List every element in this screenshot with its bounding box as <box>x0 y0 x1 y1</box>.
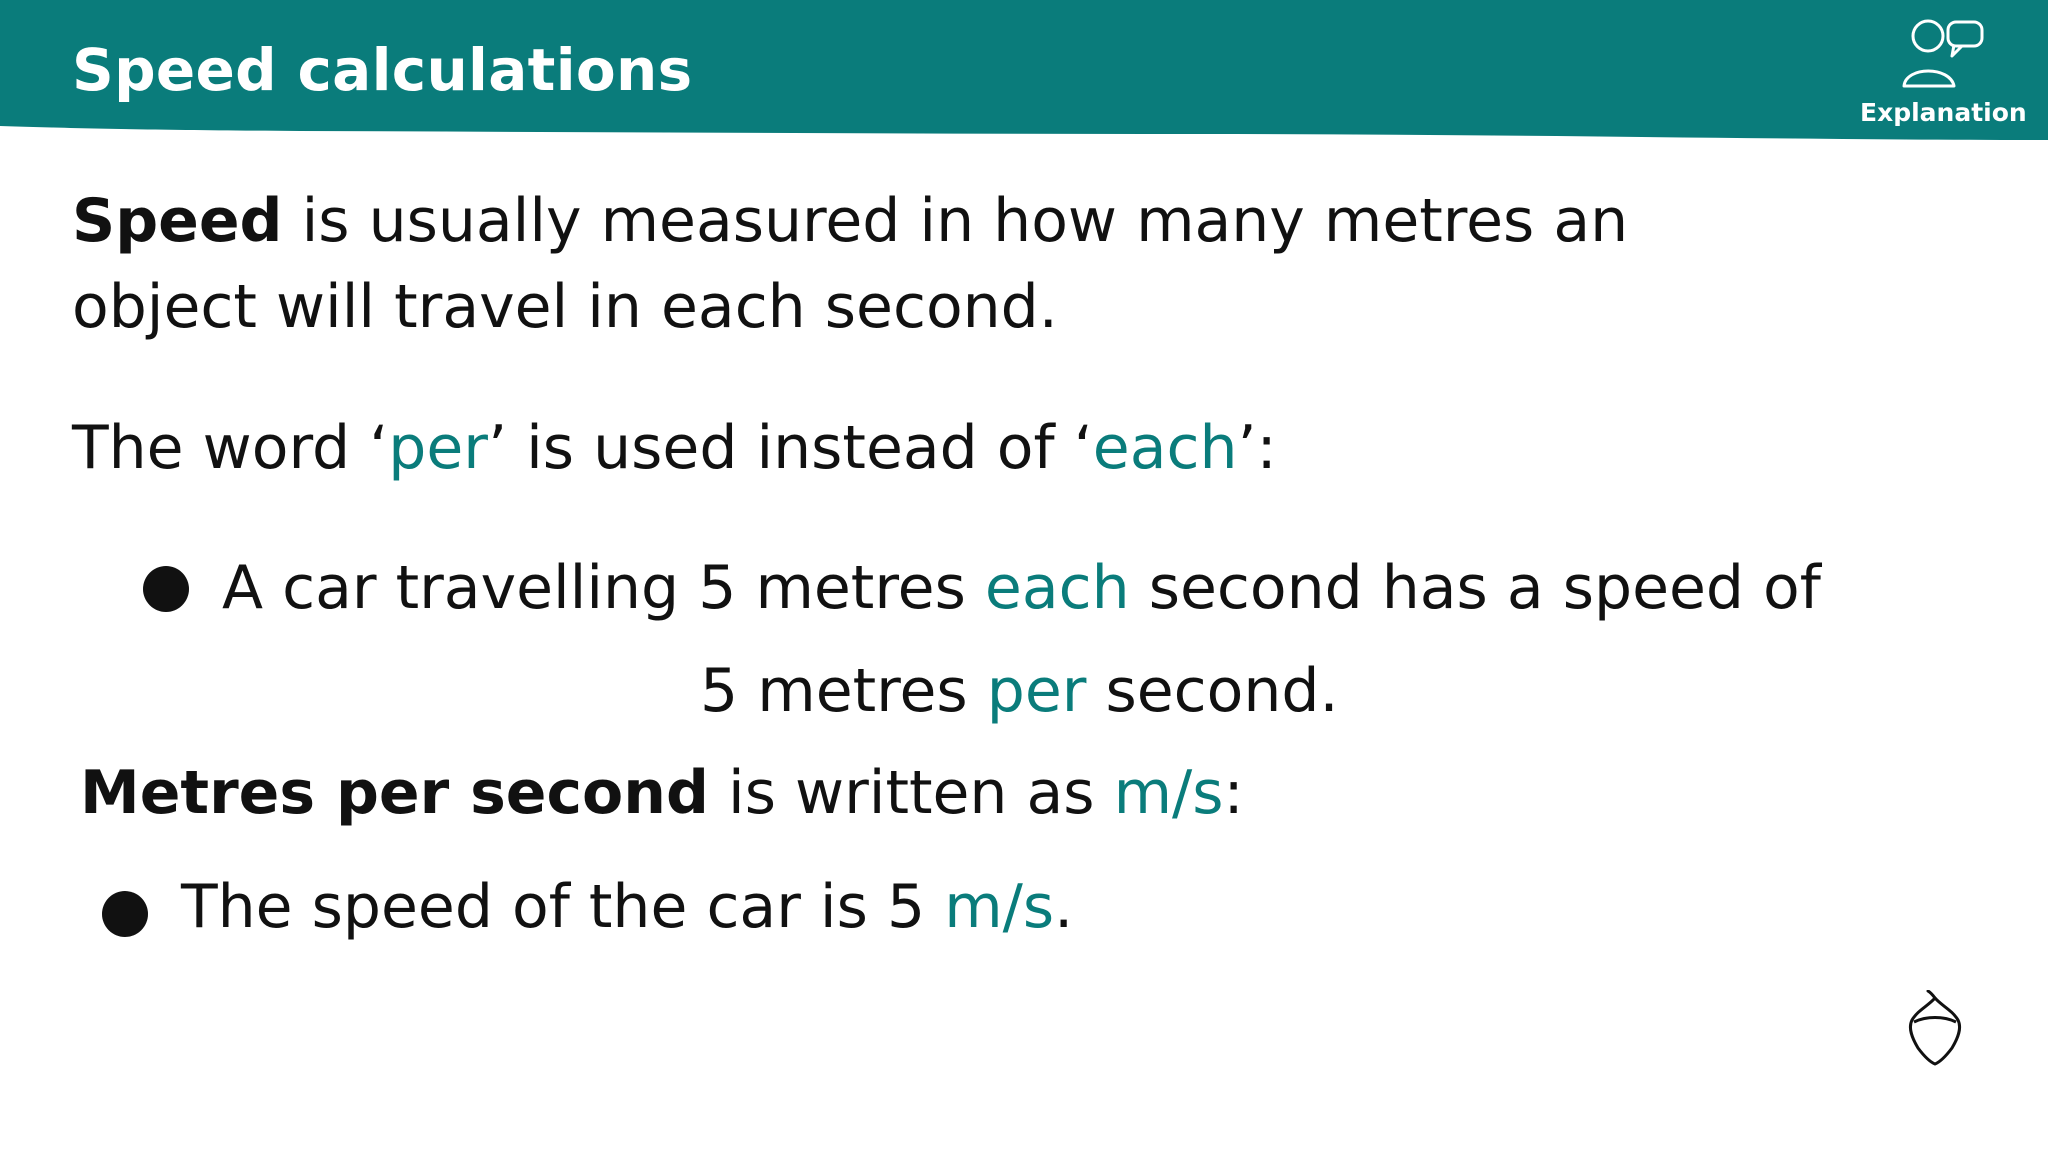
bullet-car-speed <box>181 864 1073 950</box>
mps-text-1: is written as <box>708 758 1114 828</box>
bullet2-text-1: The speed of the car is 5 <box>181 872 945 942</box>
bullet-point <box>143 566 189 612</box>
keyword-mps: m/s <box>1113 758 1224 828</box>
speed-definition <box>72 178 1628 350</box>
bullet1-line2-text-2: second. <box>1086 656 1339 726</box>
speed-definition-line1: is usually measured in how many metres an <box>282 186 1629 256</box>
header-banner <box>0 0 2048 150</box>
keyword-per: per <box>986 656 1087 726</box>
per-text-3: ’: <box>1237 413 1277 483</box>
page-title: Speed calculations <box>72 36 693 104</box>
explanation-badge <box>1860 16 2027 131</box>
per-text-2: ’ is used instead of ‘ <box>487 413 1093 483</box>
bullet1-text-1: A car travelling 5 metres <box>222 553 985 623</box>
people-speech-icon <box>1894 16 1986 94</box>
explanation-label: Explanation <box>1860 98 2027 127</box>
speed-definition-line2: object will travel in each second. <box>72 272 1058 342</box>
keyword-per: per <box>388 413 488 483</box>
bullet1-line2-text-1: 5 metres <box>700 656 987 726</box>
keyword-each: each <box>984 553 1130 623</box>
bullet2-text-2: . <box>1054 872 1074 942</box>
bullet-point <box>102 891 148 937</box>
bullet-car-each <box>222 545 1821 631</box>
per-explanation <box>72 405 1277 491</box>
acorn-icon <box>1900 990 1970 1068</box>
keyword-mps: m/s <box>944 872 1055 942</box>
mps-text-2: : <box>1223 758 1244 828</box>
bullet-car-per <box>700 648 1339 734</box>
keyword-each: each <box>1092 413 1238 483</box>
per-text-1: The word ‘ <box>72 413 389 483</box>
mps-definition <box>80 750 1244 836</box>
mps-term: Metres per second <box>80 758 709 828</box>
speed-term: Speed <box>72 186 283 256</box>
bullet1-text-2: second has a speed of <box>1129 553 1821 623</box>
